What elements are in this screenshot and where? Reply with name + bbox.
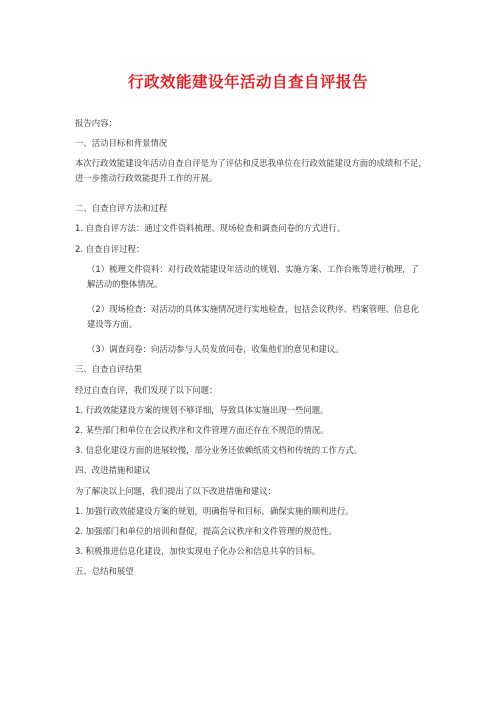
section-2-subitem-3: （3）调查问卷：向活动参与人员发放问卷，收集他们的意见和建议。 [87,344,344,354]
section-3-intro: 经过自查自评，我们发现了以下问题： [75,385,218,395]
section-2-item-2: 2. 自查自评过程： [75,244,145,254]
section-4-item-2: 2. 加强部门和单位的培训和督促，提高会议秩序和文件管理的规范性。 [75,526,337,536]
section-1-paragraph: 本次行政效能建设年活动自查自评是为了评估和反思我单位在行政效能建设方面的成绩和不足，进一步推动行政效能提升工作的开展。 [75,158,427,183]
section-4-intro: 为了解决以上问题，我们提出了以下改进措施和建议： [75,486,276,496]
section-4-item-3: 3. 积极推进信息化建设，加快实现电子化办公和信息共享的目标。 [75,546,321,556]
document-title: 行政效能建设年活动自查自评报告 [127,73,368,91]
section-heading-4: 四、改进措施和建议 [75,465,151,475]
section-3-item-2: 2. 某些部门和单位在会议秩序和文件管理方面还存在不规范的情况。 [75,425,329,435]
section-heading-5: 五、总结和展望 [75,566,134,576]
section-3-item-1: 1. 行政效能建设方案的规划不够详细，导致具体实施出现一些问题。 [75,405,329,415]
section-heading-1: 一、活动目标和背景情况 [75,138,168,148]
section-4-item-1: 1. 加强行政效能建设方案的规划，明确指导和目标，确保实施的顺利进行。 [75,506,354,516]
section-3-item-3: 3. 信息化建设方面的进展较慢，部分业务还依赖纸质文档和传统的工作方式。 [75,445,363,455]
section-2-subitem-1: （1）梳理文件资料：对行政效能建设年活动的规划、实施方案、工作台账等进行梳理，了解活动的整体情况。 [87,264,419,289]
intro-label: 报告内容： [75,118,117,128]
section-heading-3: 三、自查自评结果 [75,364,142,374]
section-2-item-1: 1. 自查自评方法：通过文件资料梳理、现场检查和调查问卷的方式进行。 [75,223,346,233]
section-heading-2: 二、自查自评方法和过程 [75,203,168,213]
section-2-subitem-2: （2）现场检查：对活动的具体实施情况进行实地检查，包括会议秩序、档案管理、信息化建设等方面。 [87,304,419,329]
